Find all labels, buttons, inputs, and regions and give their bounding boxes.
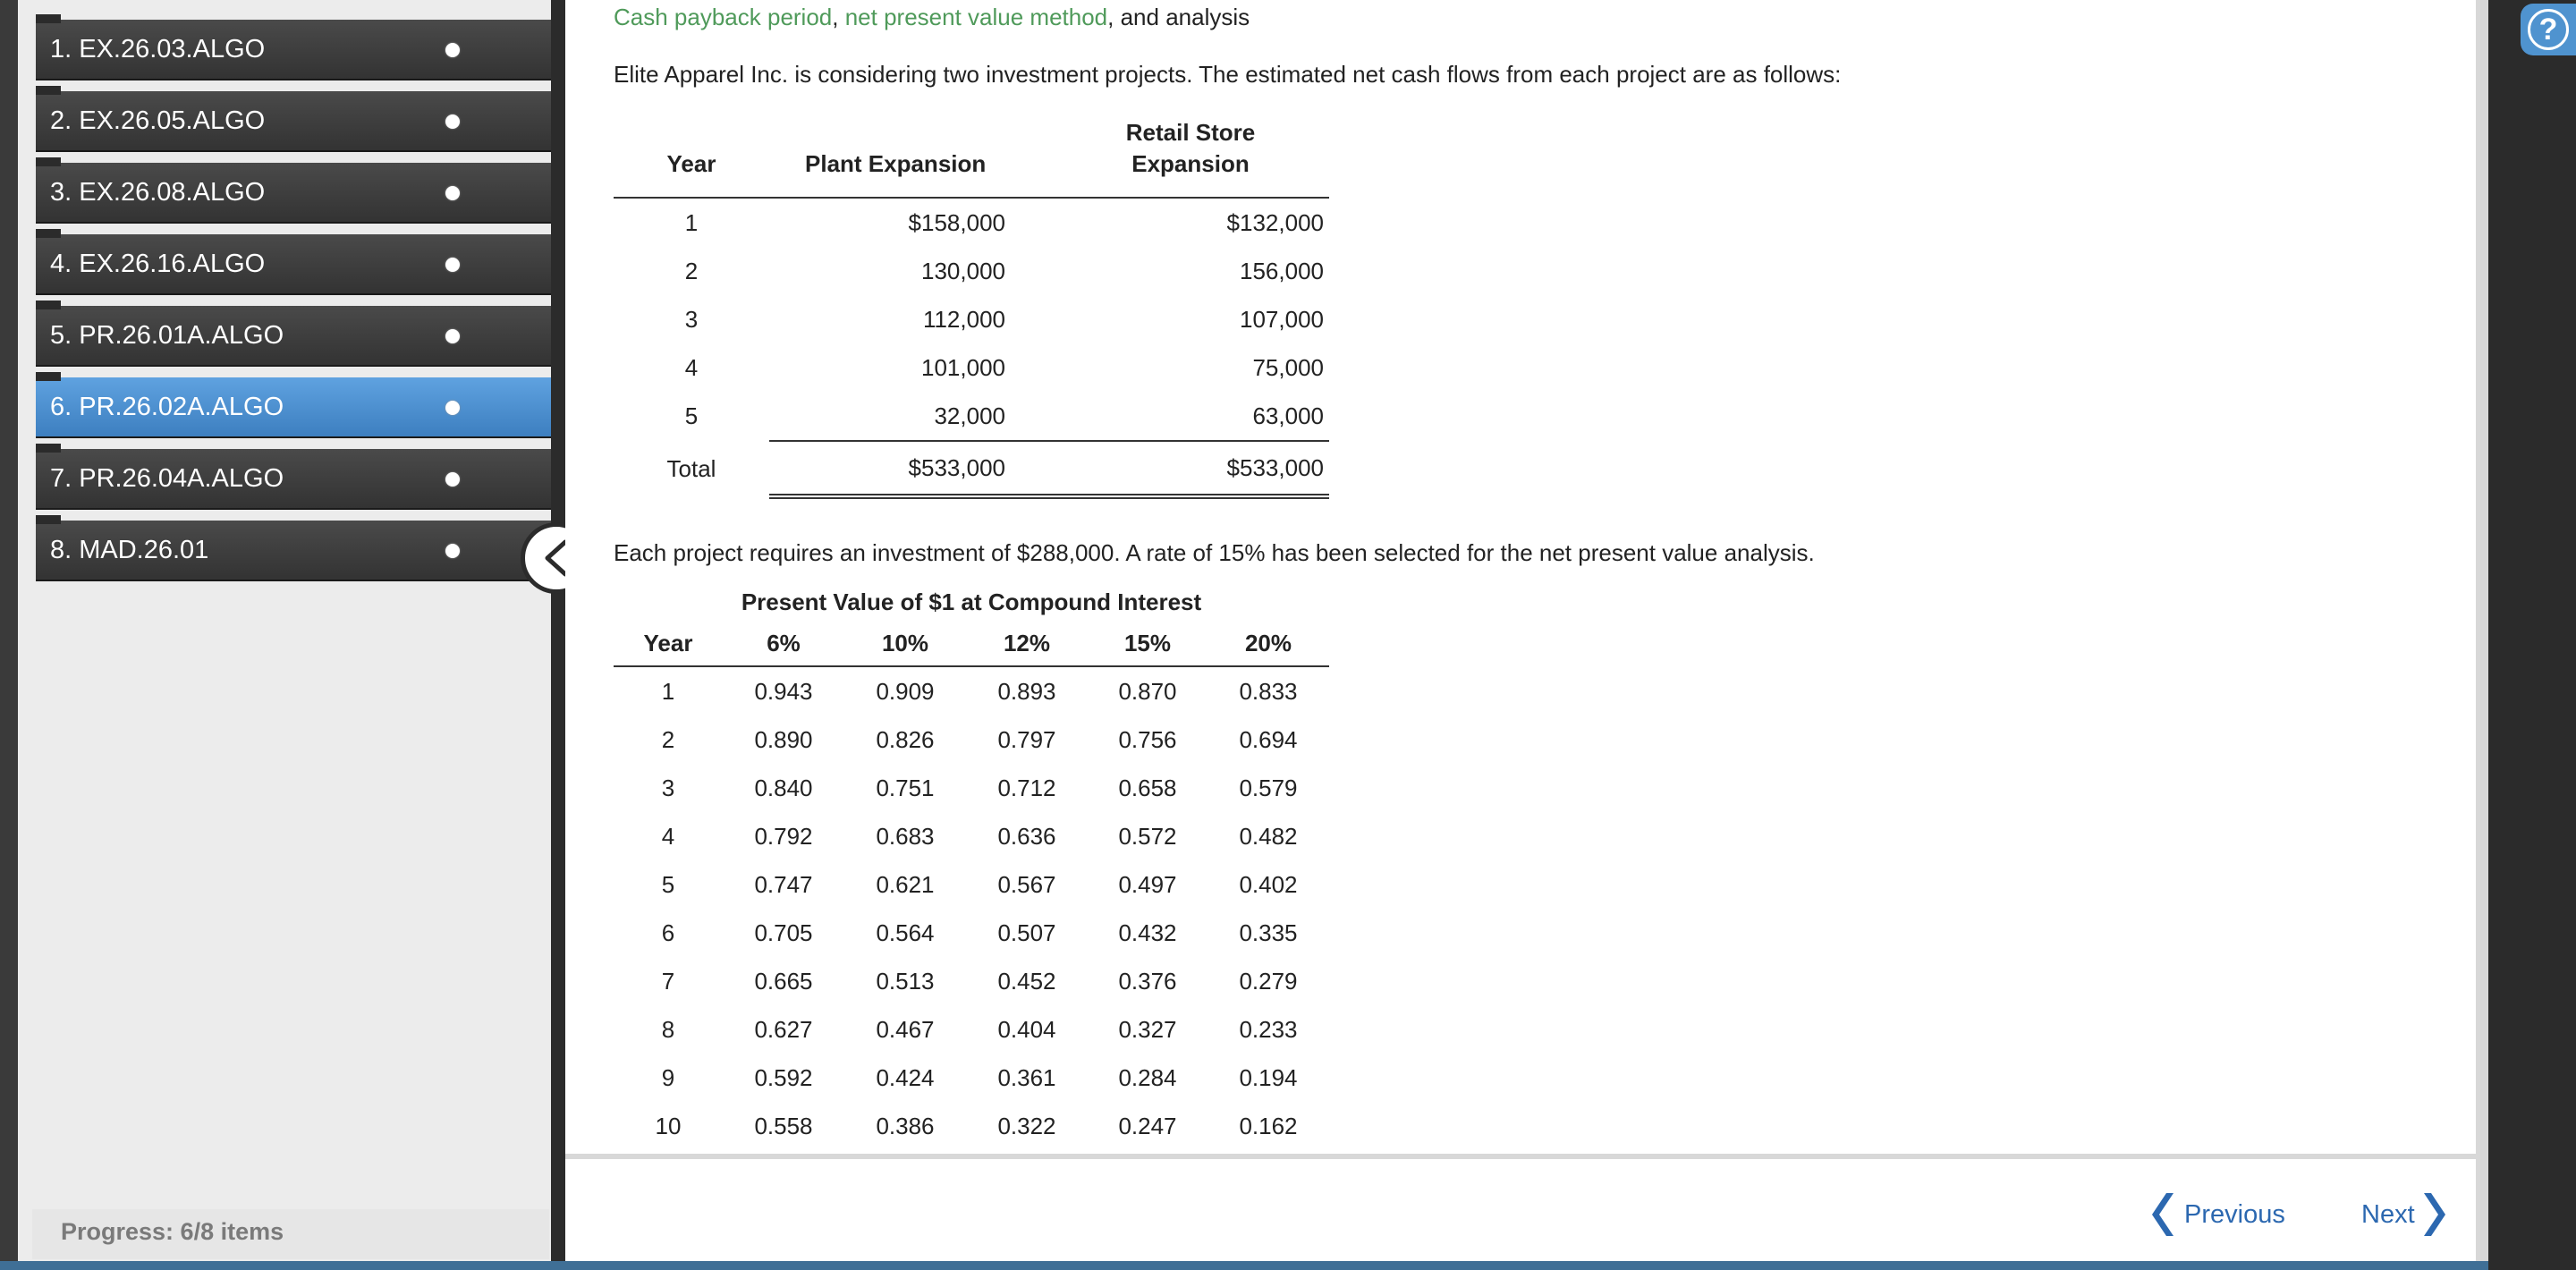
- retail-cell: 63,000: [1252, 402, 1324, 429]
- bottom-bar: [0, 1261, 2488, 1270]
- pv-factor-cell: 0.162: [1239, 1112, 1298, 1139]
- pv-year-cell: 9: [661, 1063, 675, 1091]
- pv-factor-cell: 0.233: [1239, 1015, 1298, 1043]
- pv-year-cell: 7: [661, 967, 675, 995]
- pv-factor-cell: 0.833: [1239, 677, 1298, 705]
- pv-factor-cell: 0.579: [1239, 774, 1298, 801]
- pv-factor-cell: 0.665: [754, 967, 813, 995]
- pv-factor-cell: 0.705: [754, 919, 813, 946]
- status-dot-icon: [445, 43, 460, 57]
- pv-year-cell: 10: [655, 1112, 682, 1139]
- pv-factor-cell: 0.497: [1118, 870, 1177, 898]
- sidebar-item-4[interactable]: [36, 234, 551, 293]
- sidebar-item-3[interactable]: [36, 163, 551, 222]
- item-tab: [36, 515, 61, 524]
- pv-table-title: Present Value of $1 at Compound Interest: [741, 588, 1202, 615]
- sidebar-item-label: 7. PR.26.04A.ALGO: [50, 464, 284, 493]
- status-dot-icon: [445, 472, 460, 487]
- sidebar-item-2[interactable]: [36, 91, 551, 150]
- pv-year-cell: 3: [661, 774, 675, 801]
- pv-year-cell: 8: [661, 1015, 675, 1043]
- pv-factor-cell: 0.386: [876, 1112, 935, 1139]
- pv-factor-cell: 0.756: [1118, 725, 1177, 753]
- sidebar-item-8[interactable]: [36, 521, 551, 580]
- question-heading: [614, 4, 1250, 31]
- status-dot-icon: [445, 401, 460, 415]
- plant-cell: $158,000: [908, 208, 1005, 236]
- retail-cell: 75,000: [1252, 353, 1324, 381]
- total-row: [614, 441, 1329, 496]
- status-dot-icon: [445, 186, 460, 200]
- pv-factor-cell: 0.279: [1239, 967, 1298, 995]
- pv-year-cell: 2: [661, 725, 675, 753]
- pv-header-5: 20%: [1244, 629, 1292, 656]
- progress-text: Progress: 6/8 items: [61, 1218, 284, 1245]
- pv-factor-cell: 0.567: [997, 870, 1056, 898]
- pv-factor-cell: 0.658: [1118, 774, 1177, 801]
- pv-factor-cell: 0.361: [997, 1063, 1056, 1091]
- sidebar-item-5[interactable]: [36, 306, 551, 365]
- sidebar-item-6[interactable]: [36, 377, 551, 436]
- pv-row: [614, 764, 1329, 812]
- heading-rest: , and analysis: [1107, 4, 1250, 30]
- pv-year-cell: 4: [661, 822, 675, 850]
- pv-factor-cell: 0.792: [754, 822, 813, 850]
- pv-factor-cell: 0.747: [754, 870, 813, 898]
- cash-flow-row: [614, 247, 1329, 295]
- right-frame: [2488, 0, 2576, 1270]
- present-value-table: [614, 583, 1329, 1150]
- pv-factor-cell: 0.683: [876, 822, 935, 850]
- pv-factor-cell: 0.572: [1118, 822, 1177, 850]
- item-tab: [36, 229, 61, 238]
- cash-flow-row: [614, 198, 1329, 247]
- retail-cell: 156,000: [1240, 257, 1324, 284]
- retail-header-line1: Retail Store: [1125, 119, 1256, 146]
- item-tab: [36, 157, 61, 166]
- sidebar: [18, 0, 551, 1261]
- pv-row: [614, 715, 1329, 764]
- pv-factor-cell: 0.826: [876, 725, 935, 753]
- pv-factor-cell: 0.694: [1239, 725, 1298, 753]
- pv-factor-cell: 0.627: [754, 1015, 813, 1043]
- pv-factor-cell: 0.467: [876, 1015, 935, 1043]
- pv-factor-cell: 0.890: [754, 725, 813, 753]
- pv-factor-cell: 0.893: [997, 677, 1056, 705]
- item-tab: [36, 301, 61, 309]
- sidebar-item-7[interactable]: [36, 449, 551, 508]
- npv-method-link[interactable]: net present value method: [844, 4, 1108, 30]
- status-dot-icon: [445, 114, 460, 129]
- retail-total: $533,000: [1052, 441, 1329, 496]
- pv-factor-cell: 0.712: [997, 774, 1056, 801]
- sidebar-item-label: 5. PR.26.01A.ALGO: [50, 321, 284, 350]
- pv-year-cell: 5: [661, 870, 675, 898]
- retail-header-line2: Expansion: [1131, 150, 1250, 177]
- pv-row: [614, 1054, 1329, 1102]
- pv-row: [614, 1005, 1329, 1054]
- pv-factor-cell: 0.636: [997, 822, 1056, 850]
- chevron-right-icon: [2420, 1191, 2447, 1238]
- plant-header: Plant Expansion: [805, 150, 987, 177]
- pv-factor-cell: 0.402: [1239, 870, 1298, 898]
- sidebar-item-label: 2. EX.26.05.ALGO: [50, 106, 266, 135]
- sidebar-item-label: 8. MAD.26.01: [50, 536, 209, 564]
- year-cell: 2: [684, 257, 699, 284]
- retail-cell: $132,000: [1226, 208, 1324, 236]
- cash-payback-link[interactable]: Cash payback period: [614, 4, 833, 30]
- year-cell: 3: [684, 305, 699, 333]
- status-dot-icon: [445, 544, 460, 558]
- pv-factor-cell: 0.327: [1118, 1015, 1177, 1043]
- pv-factor-cell: 0.943: [754, 677, 813, 705]
- year-header: Year: [666, 150, 716, 177]
- chevron-left-icon: [2150, 1191, 2177, 1238]
- pv-factor-cell: 0.564: [876, 919, 935, 946]
- sidebar-item-label: 1. EX.26.03.ALGO: [50, 35, 266, 64]
- retail-cell: 107,000: [1240, 305, 1324, 333]
- total-label: Total: [666, 454, 716, 482]
- pv-row: [614, 957, 1329, 1005]
- pv-header-3: 12%: [1003, 629, 1051, 656]
- investment-text: Each project requires an investment of $288,000. A rate of 15% has been selected for the net present value analysis.: [614, 539, 1815, 566]
- pv-row: [614, 909, 1329, 957]
- pv-factor-cell: 0.335: [1239, 919, 1298, 946]
- pv-header-0: Year: [643, 629, 693, 656]
- year-cell: 4: [684, 353, 699, 381]
- item-tab: [36, 444, 61, 453]
- pv-factor-cell: 0.247: [1118, 1112, 1177, 1139]
- pv-factor-cell: 0.482: [1239, 822, 1298, 850]
- pv-factor-cell: 0.513: [876, 967, 935, 995]
- pv-factor-cell: 0.909: [876, 677, 935, 705]
- cash-flow-row: [614, 392, 1329, 441]
- cash-flow-row: [614, 343, 1329, 392]
- pv-factor-cell: 0.322: [997, 1112, 1056, 1139]
- pv-factor-cell: 0.432: [1118, 919, 1177, 946]
- pv-factor-cell: 0.797: [997, 725, 1056, 753]
- pv-factor-cell: 0.621: [876, 870, 935, 898]
- pv-factor-cell: 0.558: [754, 1112, 813, 1139]
- pv-header-1: 6%: [767, 629, 801, 656]
- plant-cell: 101,000: [921, 353, 1005, 381]
- item-tab: [36, 86, 61, 95]
- pv-factor-cell: 0.507: [997, 919, 1056, 946]
- sidebar-item-label: 4. EX.26.16.ALGO: [50, 250, 266, 278]
- heading-separator: ,: [832, 4, 845, 30]
- year-cell: 1: [684, 208, 699, 236]
- sidebar-item-1[interactable]: [36, 20, 551, 79]
- year-cell: 5: [684, 402, 699, 429]
- pv-factor-cell: 0.751: [876, 774, 935, 801]
- sidebar-item-label: 6. PR.26.02A.ALGO: [50, 393, 284, 421]
- previous-button[interactable]: [2150, 1191, 2285, 1238]
- pv-header-2: 10%: [881, 629, 929, 656]
- pv-factor-cell: 0.592: [754, 1063, 813, 1091]
- previous-label: Previous: [2184, 1199, 2285, 1229]
- pv-factor-cell: 0.284: [1118, 1063, 1177, 1091]
- intro-text: Elite Apparel Inc. is considering two investment projects. The estimated net cash flows from each project are as follows:: [614, 61, 1842, 88]
- pv-header-4: 15%: [1123, 629, 1172, 656]
- pv-row: [614, 666, 1329, 715]
- item-tab: [36, 14, 61, 23]
- pv-row: [614, 860, 1329, 909]
- pv-factor-cell: 0.452: [997, 967, 1056, 995]
- plant-cell: 130,000: [921, 257, 1005, 284]
- help-button[interactable]: [2521, 4, 2576, 55]
- pv-year-cell: 1: [661, 677, 675, 705]
- left-edge: [0, 0, 18, 1261]
- plant-cell: 112,000: [922, 305, 1005, 333]
- pv-factor-cell: 0.840: [754, 774, 813, 801]
- cash-flow-table: [614, 109, 1329, 499]
- pv-row: [614, 1102, 1329, 1150]
- item-tab: [36, 372, 61, 381]
- right-gutter: [2476, 0, 2488, 1261]
- pv-factor-cell: 0.424: [876, 1063, 935, 1091]
- cash-flow-row: [614, 295, 1329, 343]
- next-button[interactable]: [2361, 1191, 2447, 1238]
- pv-year-cell: 6: [661, 919, 675, 946]
- plant-cell: 32,000: [934, 402, 1005, 429]
- help-icon: ?: [2528, 9, 2569, 50]
- pv-factor-cell: 0.404: [997, 1015, 1056, 1043]
- sidebar-divider: [551, 0, 565, 1261]
- status-dot-icon: [445, 329, 460, 343]
- plant-total: $533,000: [769, 441, 1052, 496]
- pv-factor-cell: 0.194: [1239, 1063, 1298, 1091]
- sidebar-item-label: 3. EX.26.08.ALGO: [50, 178, 266, 207]
- pv-row: [614, 812, 1329, 860]
- status-dot-icon: [445, 258, 460, 272]
- next-label: Next: [2361, 1199, 2415, 1229]
- pv-factor-cell: 0.376: [1118, 967, 1177, 995]
- pv-factor-cell: 0.870: [1118, 677, 1177, 705]
